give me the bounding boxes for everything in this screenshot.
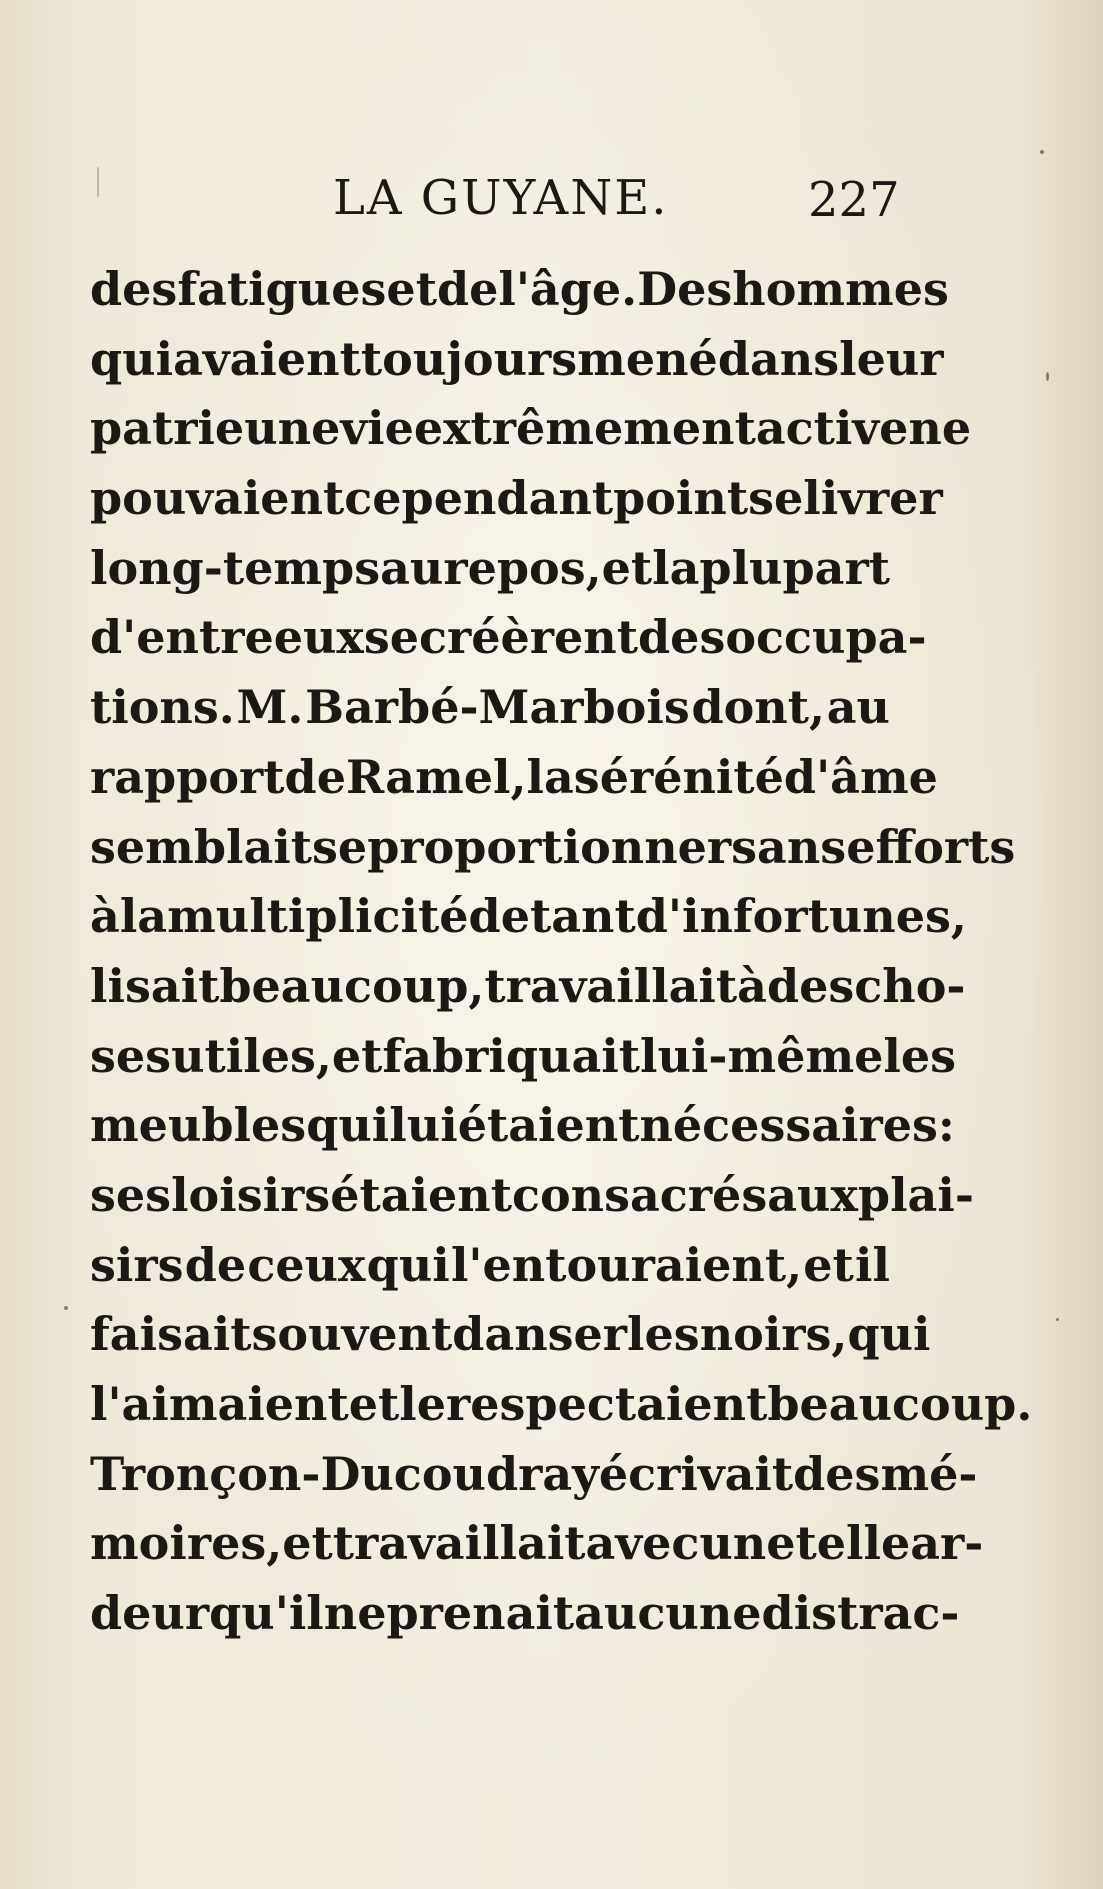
word: et [331,1028,383,1083]
word: livrer [803,471,943,526]
text-line [90,394,972,464]
word: Barbé-Marbois [305,680,690,735]
word: à [737,958,767,1013]
paper-speck [97,167,99,197]
text-line [90,1509,984,1579]
body-text [90,255,1033,1649]
text-line [90,1161,974,1231]
text-line [90,1091,955,1161]
word: et [282,1516,333,1571]
word: danser [452,1307,628,1362]
text-line [90,952,966,1022]
word: ceux [247,1237,366,1292]
word: qui [366,1237,450,1292]
word: l'aimaient [90,1377,349,1431]
word: utiles, [171,1028,332,1083]
word: dans [717,331,840,386]
word: la [652,540,700,595]
word: nécessaires [639,1098,938,1153]
text-line [90,534,890,604]
word: fatigues [177,262,387,316]
word: aucune [574,1586,762,1641]
word: distrac- [761,1586,960,1641]
running-title: LA GUYANE. [333,170,669,226]
word: qui [847,1307,931,1362]
page-header [0,163,1103,233]
word: consacrés [511,1167,768,1222]
word: se [363,610,420,665]
word: sans [731,819,847,874]
word: semblait [90,819,313,874]
word: une [699,1516,796,1571]
word: avec [585,1516,700,1571]
word: la [119,889,168,944]
word: long-temps [90,540,381,595]
word: tant [529,889,636,944]
word: Des [637,262,733,316]
text-line [90,464,943,534]
word: respectaient [446,1377,768,1431]
text-line [90,673,890,743]
word: à [90,889,120,944]
word: des [638,610,726,665]
text-line [90,882,967,952]
text-line [90,1370,1033,1440]
paper-speck [64,1306,68,1310]
word: d'entre [90,610,274,665]
word: se [748,471,804,526]
word: sirs [90,1237,184,1292]
word: toujours [360,331,578,386]
word: lui [389,1098,458,1153]
text-line [90,325,944,395]
word: plai- [857,1167,974,1222]
word: avaient [173,331,361,386]
word: des [766,958,855,1013]
word: lui-même [640,1028,884,1083]
word: : [937,1098,955,1153]
word: beaucoup. [767,1377,1033,1431]
paper-speck [1046,372,1049,381]
word: les [627,1307,700,1362]
text-line [90,1300,931,1370]
text-line [90,813,1016,883]
word: souvent [251,1307,453,1362]
word: Tronçon-Ducoudray [90,1446,599,1501]
word: active [755,401,909,456]
word: lisait [90,958,220,1013]
word: le [399,1377,447,1431]
word: et [803,1237,854,1292]
word: étaient [457,1098,640,1153]
word: l'âge. [498,262,638,316]
word: des [90,262,178,316]
word: vie [340,401,414,456]
word: et [601,540,653,595]
word: telle [795,1516,911,1571]
word: aux [767,1167,858,1222]
page-number: 227 [808,172,900,228]
word: point [613,471,749,526]
word: au [826,680,890,735]
paper-speck [1040,150,1044,154]
word: rapport [90,749,285,804]
word: travaillait [332,1516,586,1571]
word: fabriquait [382,1028,641,1083]
word: plupart [699,540,890,595]
word: mené [577,331,718,386]
word: au [380,540,444,595]
word: l'entouraient, [450,1237,803,1292]
word: de [284,749,346,804]
word: noirs, [699,1307,848,1362]
word: efforts [846,819,1016,874]
word: prenait [386,1586,575,1641]
word: hommes [732,262,949,316]
word: il [854,1237,890,1292]
word: ne [323,1586,387,1641]
text-line [90,743,938,813]
word: des [793,1446,881,1501]
text-line [90,1579,960,1649]
word: pouvaient [90,471,345,526]
word: ne [908,401,972,456]
word: tions. [90,680,235,735]
word: écrivait [598,1446,794,1501]
word: qui [90,331,174,386]
word: cho- [854,958,966,1013]
text-line [90,603,927,673]
word: et [386,262,437,316]
word: M. [236,680,304,735]
word: patrie [90,401,245,456]
word: meubles [90,1098,307,1153]
word: se [312,819,368,874]
word: mé- [880,1446,978,1501]
word: proportionner [367,819,732,874]
word: occupa- [725,610,927,665]
word: et [348,1377,400,1431]
word: faisait [90,1307,252,1362]
word: de [436,262,499,316]
text-line [90,1022,957,1092]
text-line [90,255,949,325]
word: eux [273,610,364,665]
word: d'infortunes, [635,889,967,944]
word: ses [90,1167,172,1222]
text-line [90,1440,978,1510]
word: ar- [910,1516,984,1571]
word: multiplicité [167,889,469,944]
word: extrêmement [413,401,756,456]
word: d'âme [783,749,938,804]
word: créèrent [419,610,639,665]
word: leur [839,331,944,386]
word: loisirs [171,1167,331,1222]
word: deur [90,1586,210,1641]
text-line [90,1231,890,1301]
word: qui [306,1098,390,1153]
word: ses [90,1028,172,1083]
paper-speck [1056,1318,1059,1321]
word: une [244,401,341,456]
word: sérénité [573,749,784,804]
word: de [468,889,530,944]
word: dont, [691,680,825,735]
word: Ramel, [345,749,527,804]
word: moires, [90,1516,283,1571]
word: repos, [443,540,602,595]
word: travaillait [484,958,738,1013]
word: étaient [330,1167,512,1222]
word: beaucoup, [219,958,485,1013]
word: cependant [344,471,614,526]
word: la [526,749,574,804]
word: les [883,1028,957,1083]
word: de [184,1237,247,1292]
word: qu'il [209,1586,324,1641]
